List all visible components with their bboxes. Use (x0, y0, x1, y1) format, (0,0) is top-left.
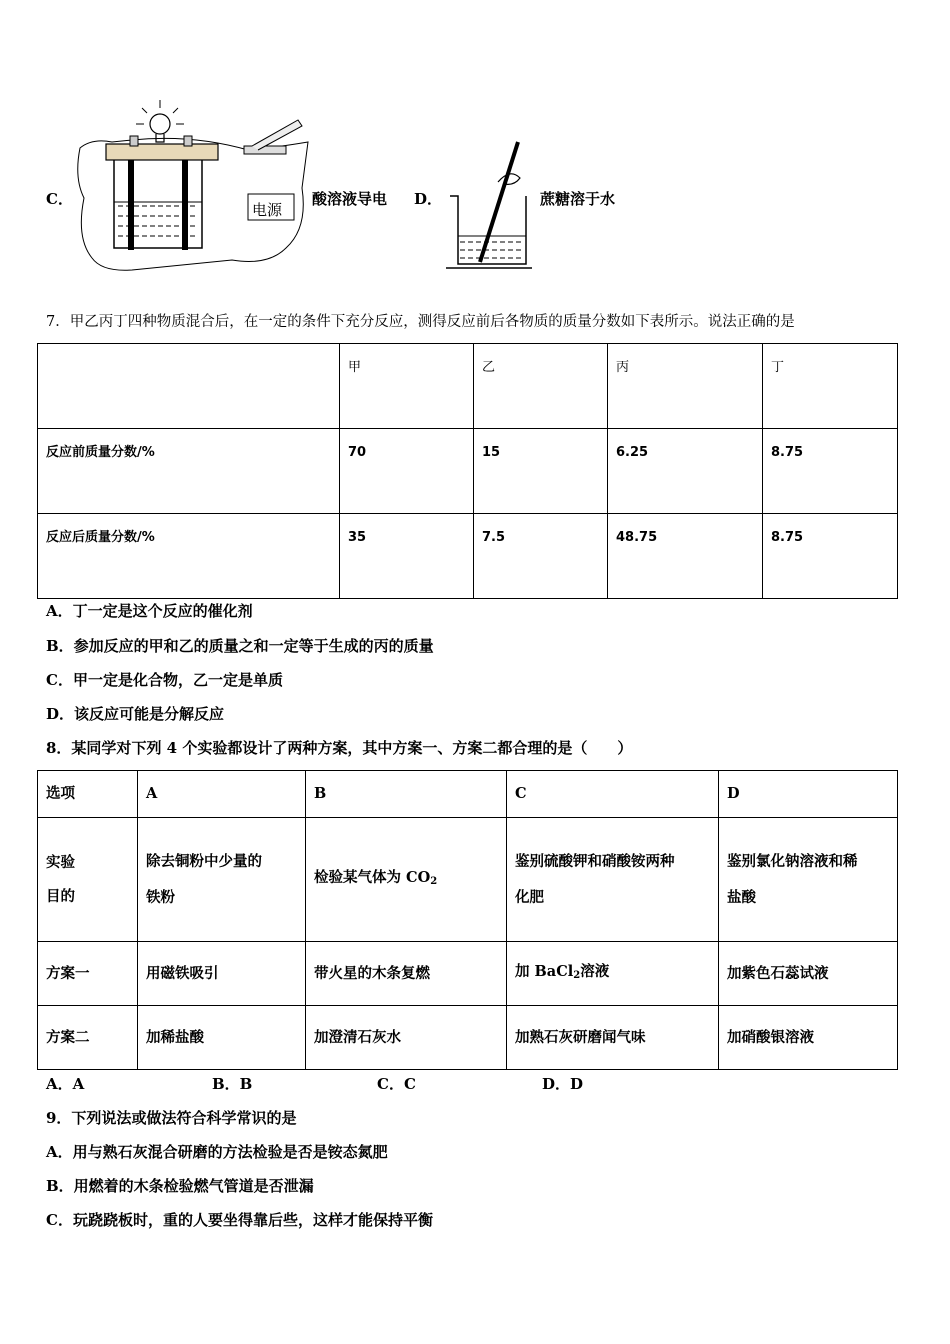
table-cell: C (507, 771, 719, 818)
table-row (38, 1006, 898, 1070)
table-cell: 丙 (608, 344, 763, 429)
table-row (38, 942, 898, 1006)
mass-fraction-table (37, 343, 898, 599)
table-cell: 加 BaCl$_2$溶液 (507, 942, 719, 1006)
question-7-option-d: D．该反应可能是分解反应 (46, 705, 225, 723)
question-8-answer-b: B．B (212, 1075, 253, 1093)
table-header-row (38, 771, 898, 818)
table-cell: 丁 (763, 344, 898, 429)
table-cell: 加硝酸银溶液 (719, 1006, 898, 1070)
table-cell: 8.75 (763, 514, 898, 599)
table-cell: A (138, 771, 306, 818)
table-cell: 48.75 (608, 514, 763, 599)
question-7-option-b: B．参加反应的甲和乙的质量之和一定等于生成的丙的质量 (46, 637, 434, 655)
question-7-option-a: A．丁一定是这个反应的催化剂 (46, 602, 253, 620)
table-cell: 用磁铁吸引 (138, 942, 306, 1006)
table-cell: 方案一 (38, 942, 138, 1006)
question-9-option-c: C．玩跷跷板时，重的人要坐得靠后些，这样才能保持平衡 (46, 1211, 433, 1229)
question-7-stem: 7．甲乙丙丁四种物质混合后，在一定的条件下充分反应，测得反应前后各物质的质量分数如下表所示。说法正确的是 (46, 314, 795, 330)
table-cell: 鉴别氯化钠溶液和稀 盐酸 (719, 818, 898, 942)
question-8-answer-d: D．D (542, 1075, 584, 1093)
table-cell: 加稀盐酸 (138, 1006, 306, 1070)
table-cell: 8.75 (763, 429, 898, 514)
table-row (38, 818, 898, 942)
question-7-option-c: C．甲一定是化合物，乙一定是单质 (46, 671, 283, 689)
question-8-stem: 8．某同学对下列 4 个实验都设计了两种方案，其中方案一、方案二都合理的是（ ） (46, 739, 633, 757)
table-cell: 实验 目的 (38, 818, 138, 942)
option-c-caption: 酸溶液导电 (312, 190, 388, 208)
table-header-row (38, 344, 898, 429)
table-cell: 加澄清石灰水 (306, 1006, 507, 1070)
power-source-label: 电源 (252, 201, 283, 219)
table-cell: 甲 (340, 344, 474, 429)
table-cell: 乙 (474, 344, 608, 429)
table-cell: 加熟石灰研磨闻气味 (507, 1006, 719, 1070)
table-cell (38, 344, 340, 429)
table-row (38, 429, 898, 514)
table-cell: 带火星的木条复燃 (306, 942, 507, 1006)
table-cell: 方案二 (38, 1006, 138, 1070)
experiment-plan-table (37, 770, 898, 1070)
sugar-dissolving-beaker-figure (444, 138, 534, 272)
light-bulb-icon (150, 114, 170, 134)
option-c-letter: C． (46, 190, 73, 208)
question-8-answer-a: A．A (46, 1075, 85, 1093)
table-cell: 反应后质量分数/% (38, 514, 340, 599)
table-cell: 35 (340, 514, 474, 599)
table-cell: 15 (474, 429, 608, 514)
question-9-option-a: A．用与熟石灰混合研磨的方法检验是否是铵态氮肥 (46, 1143, 388, 1161)
table-cell: 6.25 (608, 429, 763, 514)
option-d-caption: 蔗糖溶于水 (540, 190, 616, 208)
table-row (38, 514, 898, 599)
table-cell: B (306, 771, 507, 818)
table-cell: 检验某气体为 $CO_2$ (306, 818, 507, 942)
option-d-letter: D． (414, 190, 443, 208)
table-cell: D (719, 771, 898, 818)
conductivity-apparatus-figure (72, 98, 312, 274)
table-cell: 加紫色石蕊试液 (719, 942, 898, 1006)
table-cell: 除去铜粉中少量的 铁粉 (138, 818, 306, 942)
table-cell: 选项 (38, 771, 138, 818)
question-8-answer-c: C．C (377, 1075, 416, 1093)
table-cell: 7.5 (474, 514, 608, 599)
table-cell: 鉴别硫酸钾和硝酸铵两种 化肥 (507, 818, 719, 942)
table-cell: 70 (340, 429, 474, 514)
question-9-stem: 9．下列说法或做法符合科学常识的是 (46, 1109, 297, 1127)
question-9-option-b: B．用燃着的木条检验燃气管道是否泄漏 (46, 1177, 314, 1195)
table-cell: 反应前质量分数/% (38, 429, 340, 514)
